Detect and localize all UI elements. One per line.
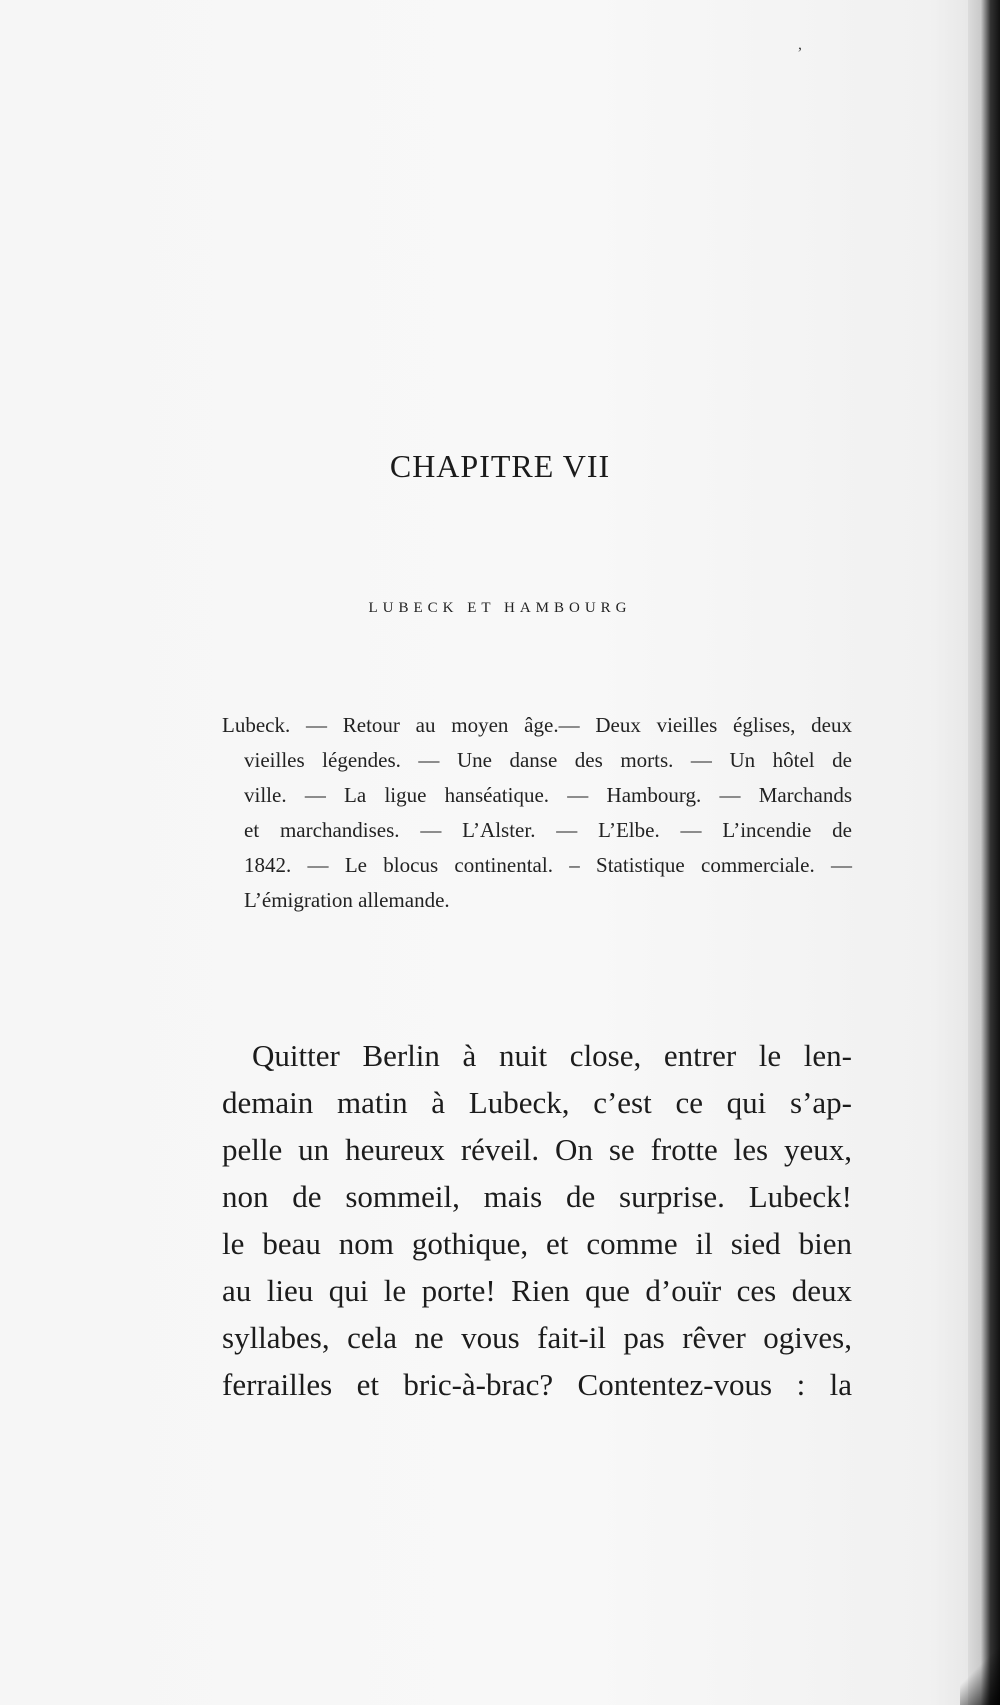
body-line: pelle un heureux réveil. On se frotte les yeux,	[222, 1132, 852, 1167]
chapter-summary	[222, 708, 852, 918]
summary-line: vieilles légendes. — Une danse des morts. — Un hôtel de	[244, 748, 852, 772]
summary-line: L’émigration allemande.	[244, 888, 450, 912]
body-line: syllabes, cela ne vous fait-il pas rêver ogives,	[222, 1320, 852, 1355]
body-line: Quitter Berlin à nuit close, entrer le len-	[252, 1038, 852, 1073]
summary-line: ville. — La ligue hanséatique. — Hambourg. — Marchands	[244, 783, 852, 807]
chapter-subtitle: LUBECK ET HAMBOURG	[368, 600, 632, 616]
ink-speck: ,	[798, 36, 802, 53]
body-line: ferrailles et bric-à-brac? Contentez-vous : la	[222, 1367, 852, 1402]
body-line: demain matin à Lubeck, c’est ce qui s’ap-	[222, 1085, 852, 1120]
summary-line: 1842. — Le blocus continental. – Statistique commerciale. —	[244, 853, 852, 877]
page-corner-shadow	[960, 1625, 1000, 1705]
body-line: le beau nom gothique, et comme il sied bien	[222, 1226, 852, 1261]
book-spine-shadow	[968, 0, 1000, 1705]
body-line: au lieu qui le porte! Rien que d’ouïr ces deux	[222, 1273, 852, 1308]
body-line: non de sommeil, mais de surprise. Lubeck!	[222, 1179, 852, 1214]
summary-line: Lubeck. — Retour au moyen âge.— Deux vieilles églises, deux	[222, 713, 852, 737]
chapter-title: CHAPITRE VII	[389, 448, 611, 484]
chapter-body-text	[222, 1032, 852, 1408]
summary-line: et marchandises. — L’Alster. — L’Elbe. — L’incendie de	[244, 818, 852, 842]
